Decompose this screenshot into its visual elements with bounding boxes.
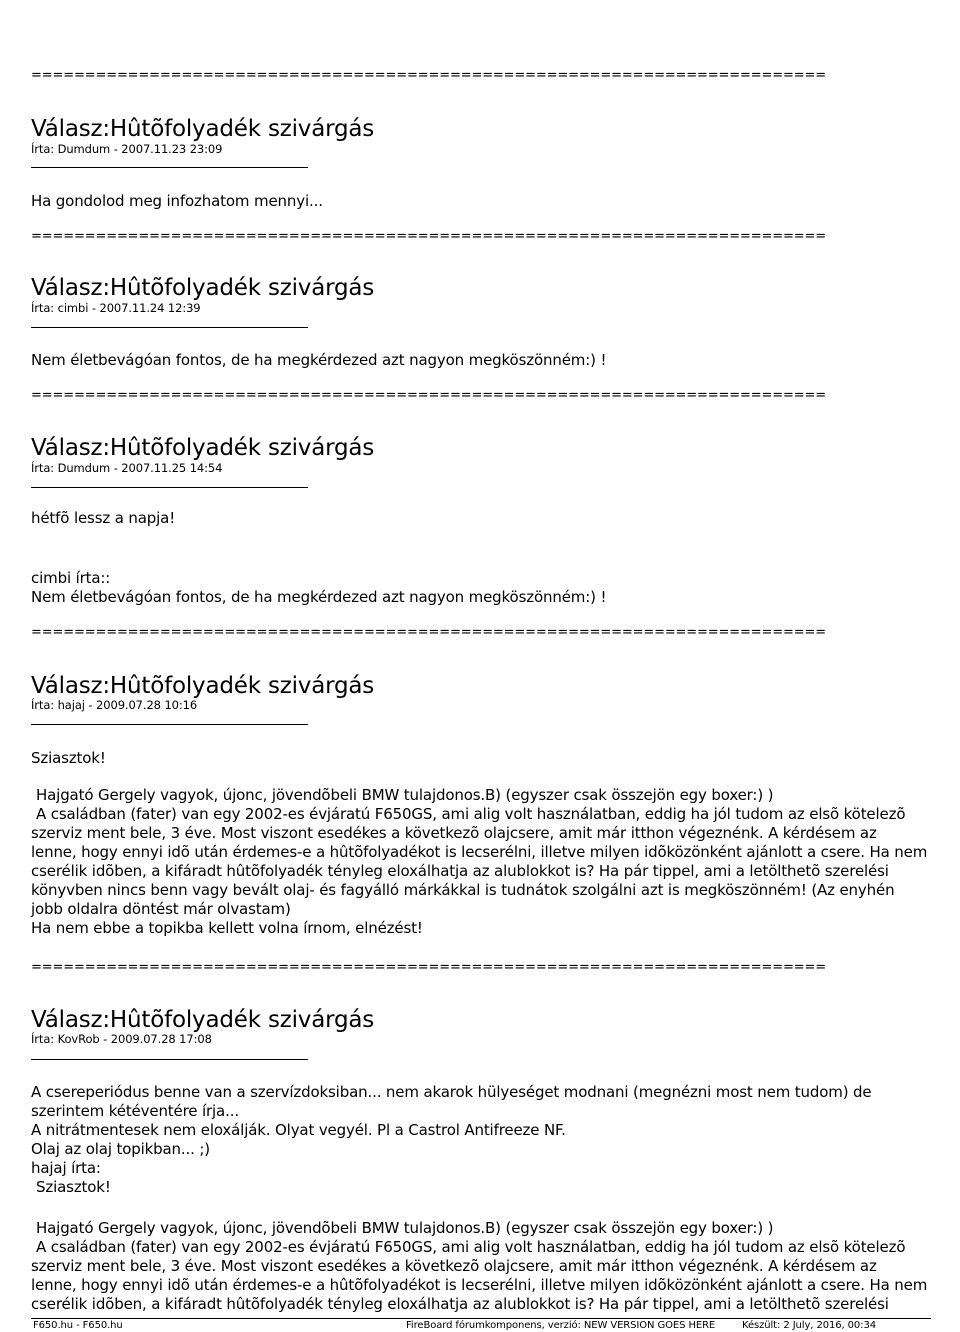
post-line: Ha gondolod meg infozhatom mennyi... — [31, 192, 323, 210]
separator: ========================================================================== — [31, 625, 826, 640]
quote-block — [31, 569, 606, 607]
quote-block — [31, 1219, 927, 1314]
post-line: hétfõ lessz a napja! — [31, 509, 176, 527]
footer-date: Készült: 2 July, 2016, 00:34 — [742, 1320, 876, 1331]
post-line: cserélik idõben, a kifáradt hûtõfolyadék tényleg eloxálhatja az alublokkot is? Ha pár tippel, ami a letölthetõ szerelési — [31, 862, 889, 880]
post-rule — [31, 1059, 308, 1060]
post-meta: Írta: Dumdum - 2007.11.25 14:54 — [31, 461, 223, 475]
post-body — [31, 786, 927, 938]
post-line: Olaj az olaj topikban... ;) — [31, 1140, 210, 1158]
page-footer — [0, 1320, 960, 1332]
post-title: Válasz:Hûtõfolyadék szivárgás — [31, 1007, 375, 1033]
quote-line: lenne, hogy ennyi idõ után érdemes-e a hûtõfolyadékot is lecserélni, illetve milyen idõközönként ajánlott a csere. Ha nem — [31, 1276, 928, 1294]
post-line: A nitrátmentesek nem eloxálják. Olyat vegyél. Pl a Castrol Antifreeze NF. — [31, 1121, 566, 1139]
separator: ========================================================================== — [31, 68, 826, 83]
post-rule — [31, 167, 308, 168]
post-body — [31, 1083, 872, 1197]
separator: ========================================================================== — [31, 388, 826, 403]
post-title: Válasz:Hûtõfolyadék szivárgás — [31, 275, 375, 301]
post-line: Sziasztok! — [31, 749, 106, 767]
separator: ========================================================================== — [31, 960, 826, 975]
post-body — [31, 749, 106, 768]
post-line: szerintem kétéventére írja... — [31, 1102, 239, 1120]
post-line: Nem életbevágóan fontos, de ha megkérdezed azt nagyon megköszönném:) ! — [31, 351, 607, 369]
post-line: A családban (fater) van egy 2002-es évjáratú F650GS, ami alig volt használatban, eddig ha jól tudom az elsõ kötelezõ — [36, 805, 906, 823]
post-body — [31, 351, 606, 370]
post-line: A csereperiódus benne van a szervízdoksiban... nem akarok hülyeséget modnani (megnézni most nem tudom) de — [31, 1083, 872, 1101]
post-body — [31, 192, 323, 211]
post-title: Válasz:Hûtõfolyadék szivárgás — [31, 116, 375, 142]
quote-author: hajaj írta: — [31, 1159, 101, 1177]
quote-author: cimbi írta:: — [31, 569, 111, 587]
separator: ========================================================================== — [31, 229, 826, 244]
footer-line — [31, 1318, 931, 1319]
post-title: Válasz:Hûtõfolyadék szivárgás — [31, 673, 375, 699]
post-meta: Írta: Dumdum - 2007.11.23 23:09 — [31, 142, 223, 156]
post-meta: Írta: KovRob - 2009.07.28 17:08 — [31, 1032, 212, 1046]
quote-line: Hajgató Gergely vagyok, újonc, jövendõbeli BMW tulajdonos.B) (egyszer csak összejön egy boxer:) ) — [36, 1219, 774, 1237]
post-rule — [31, 487, 308, 488]
post-rule — [31, 327, 308, 328]
post-body — [31, 509, 175, 528]
footer-site: F650.hu - F650.hu — [33, 1320, 123, 1331]
post-line: Hajgató Gergely vagyok, újonc, jövendõbeli BMW tulajdonos.B) (egyszer csak összejön egy boxer:) ) — [36, 786, 774, 804]
post-line: szerviz ment bele, 3 éve. Most viszont esedékes a következõ olajcsere, amit már itthon végeznénk. A kérdésem az — [31, 824, 877, 842]
footer-credit: FireBoard fórumkomponens, verzió: NEW VERSION GOES HERE — [406, 1320, 716, 1331]
post-line: Sziasztok! — [36, 1178, 111, 1196]
post-line: könyvben nincs benn vagy bevált olaj- és fagyálló márkákkal is tudnátok szolgálni azt is megköszönném! (Az enyhén — [31, 881, 895, 899]
post-line: Ha nem ebbe a topikba kellett volna írnom, elnézést! — [31, 919, 423, 937]
post-line: jobb oldalra döntést már olvastam) — [31, 900, 291, 918]
post-rule — [31, 724, 308, 725]
post-meta: Írta: cimbi - 2007.11.24 12:39 — [31, 301, 201, 315]
quote-line: Nem életbevágóan fontos, de ha megkérdezed azt nagyon megköszönném:) ! — [31, 588, 607, 606]
quote-line: szerviz ment bele, 3 éve. Most viszont esedékes a következõ olajcsere, amit már itthon végeznénk. A kérdésem az — [31, 1257, 877, 1275]
post-line: lenne, hogy ennyi idõ után érdemes-e a hûtõfolyadékot is lecserélni, illetve milyen idõközönként ajánlott a csere. Ha nem — [31, 843, 928, 861]
quote-line: cserélik idõben, a kifáradt hûtõfolyadék tényleg eloxálhatja az alublokkot is? Ha pár tippel, ami a letölthetõ szerelési — [31, 1295, 889, 1313]
post-title: Válasz:Hûtõfolyadék szivárgás — [31, 435, 375, 461]
quote-line: A családban (fater) van egy 2002-es évjáratú F650GS, ami alig volt használatban, eddig ha jól tudom az elsõ kötelezõ — [36, 1238, 906, 1256]
post-meta: Írta: hajaj - 2009.07.28 10:16 — [31, 698, 198, 712]
